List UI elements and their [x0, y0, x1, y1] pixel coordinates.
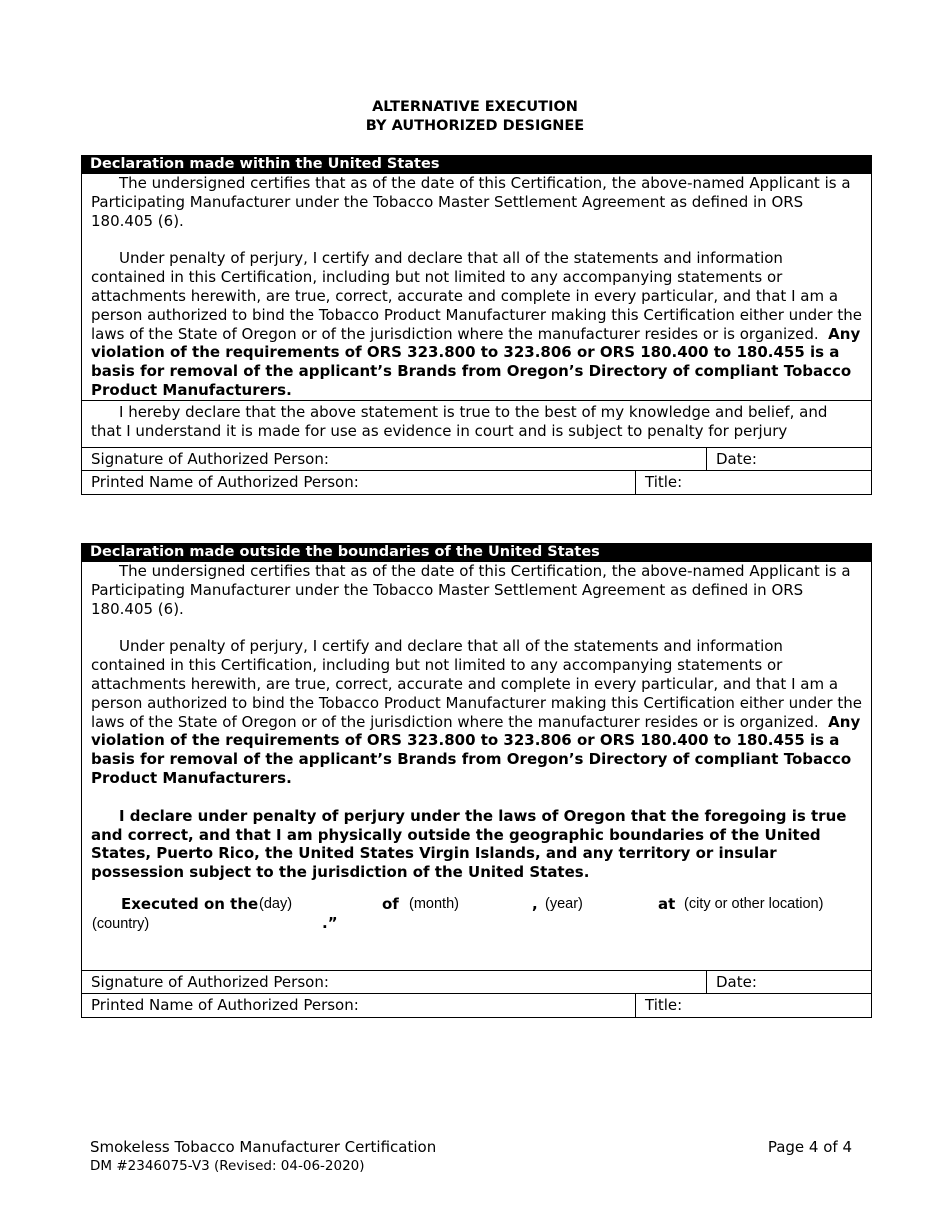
signature-row	[81, 447, 872, 471]
signature-row	[81, 970, 872, 994]
printed-name-row	[81, 471, 872, 495]
certification-paragraph: The undersigned certifies that as of the date of this Certification, the above-named Applicant is a Participating Manufacturer under the Tobacco Master Settlement Agreement as defined in ORS 180.405 (6).	[91, 174, 851, 230]
perjury-text: Under penalty of perjury, I certify and declare that all of the statements and information contained in this Certification, including but not limited to any accompanying statements or attachments herewith, are true, correct, accurate and complete in every particular, and that I am a person authorized to bind the Tobacco Product Manufacturer making this Certification either under the laws of the State of Oregon or of the jurisdiction where the manufacturer resides or is organized.	[91, 637, 862, 731]
title-field[interactable]: Title:	[645, 995, 683, 1014]
section-body	[81, 562, 872, 882]
country-field[interactable]: (country)	[92, 915, 150, 932]
executed-line	[81, 882, 872, 970]
section-within-us	[81, 155, 872, 495]
violation-text: Any violation of the requirements of ORS 323.800 to 323.806 or ORS 180.400 to 180.455 is a basis for removal of the applicant’s Brands from Oregon’s Directory of compliant Tobacco Product Manufacturers.	[91, 324, 861, 399]
comma-label: ,	[532, 894, 538, 913]
section-body	[81, 174, 872, 400]
signature-field[interactable]: Signature of Authorized Person:	[82, 971, 707, 993]
declaration-paragraph: I hereby declare that the above statement is true to the best of my knowledge and belief, and that I understand it is made for use as evidence in court and is subject to penalty for perjury	[91, 402, 828, 440]
month-field[interactable]: (month)	[409, 895, 459, 912]
section-heading: Declaration made within the United States	[81, 155, 872, 174]
violation-text: Any violation of the requirements of ORS 323.800 to 323.806 or ORS 180.400 to 180.455 is a basis for removal of the applicant’s Brands from Oregon’s Directory of compliant Tobacco Product Manufacturers.	[91, 712, 861, 787]
outside-us-declaration: I declare under penalty of perjury under the laws of Oregon that the foregoing is true and correct, and that I am physically outside the geographic boundaries of the United States, Puerto Rico, the United States Virgin Islands, and any territory or insular possession subject to the jurisdiction of the United States.	[91, 806, 847, 882]
day-field[interactable]: (day)	[259, 895, 293, 912]
printed-name-field[interactable]: Printed Name of Authorized Person:	[82, 994, 636, 1017]
footer-form-name: Smokeless Tobacco Manufacturer Certification	[90, 1138, 437, 1156]
printed-name-field[interactable]: Printed Name of Authorized Person:	[82, 471, 636, 494]
page-title-line2: BY AUTHORIZED DESIGNEE	[365, 118, 585, 134]
signature-field[interactable]: Signature of Authorized Person:	[82, 448, 707, 470]
section-outside-us	[81, 543, 872, 1018]
perjury-paragraph	[91, 637, 862, 787]
at-label: at	[658, 894, 676, 913]
section-heading: Declaration made outside the boundaries of the United States	[81, 543, 872, 562]
footer-page-number: Page 4 of 4	[767, 1138, 852, 1156]
city-field[interactable]: (city or other location)	[684, 895, 824, 912]
title-field[interactable]: Title:	[645, 473, 683, 492]
of-label: of	[382, 894, 399, 913]
closing-quote: .”	[322, 913, 338, 932]
perjury-paragraph	[91, 249, 862, 399]
date-field[interactable]: Date:	[716, 972, 757, 991]
footer-doc-id: DM #2346075-V3 (Revised: 04-06-2020)	[90, 1158, 365, 1174]
date-field[interactable]: Date:	[716, 450, 757, 469]
perjury-text: Under penalty of perjury, I certify and declare that all of the statements and information contained in this Certification, including but not limited to any accompanying statements or attachments herewith, are true, correct, accurate and complete in every particular, and that I am a person authorized to bind the Tobacco Product Manufacturer making this Certification either under the laws of the State of Oregon or of the jurisdiction where the manufacturer resides or is organized.	[91, 249, 862, 343]
printed-name-row	[81, 994, 872, 1018]
page-title-line1: ALTERNATIVE EXECUTION	[372, 99, 578, 115]
executed-on-label: Executed on the	[121, 894, 259, 913]
declaration-box	[81, 400, 872, 448]
certification-paragraph: The undersigned certifies that as of the date of this Certification, the above-named Applicant is a Participating Manufacturer under the Tobacco Master Settlement Agreement as defined in ORS 180.405 (6).	[91, 562, 851, 618]
year-field[interactable]: (year)	[545, 895, 583, 912]
